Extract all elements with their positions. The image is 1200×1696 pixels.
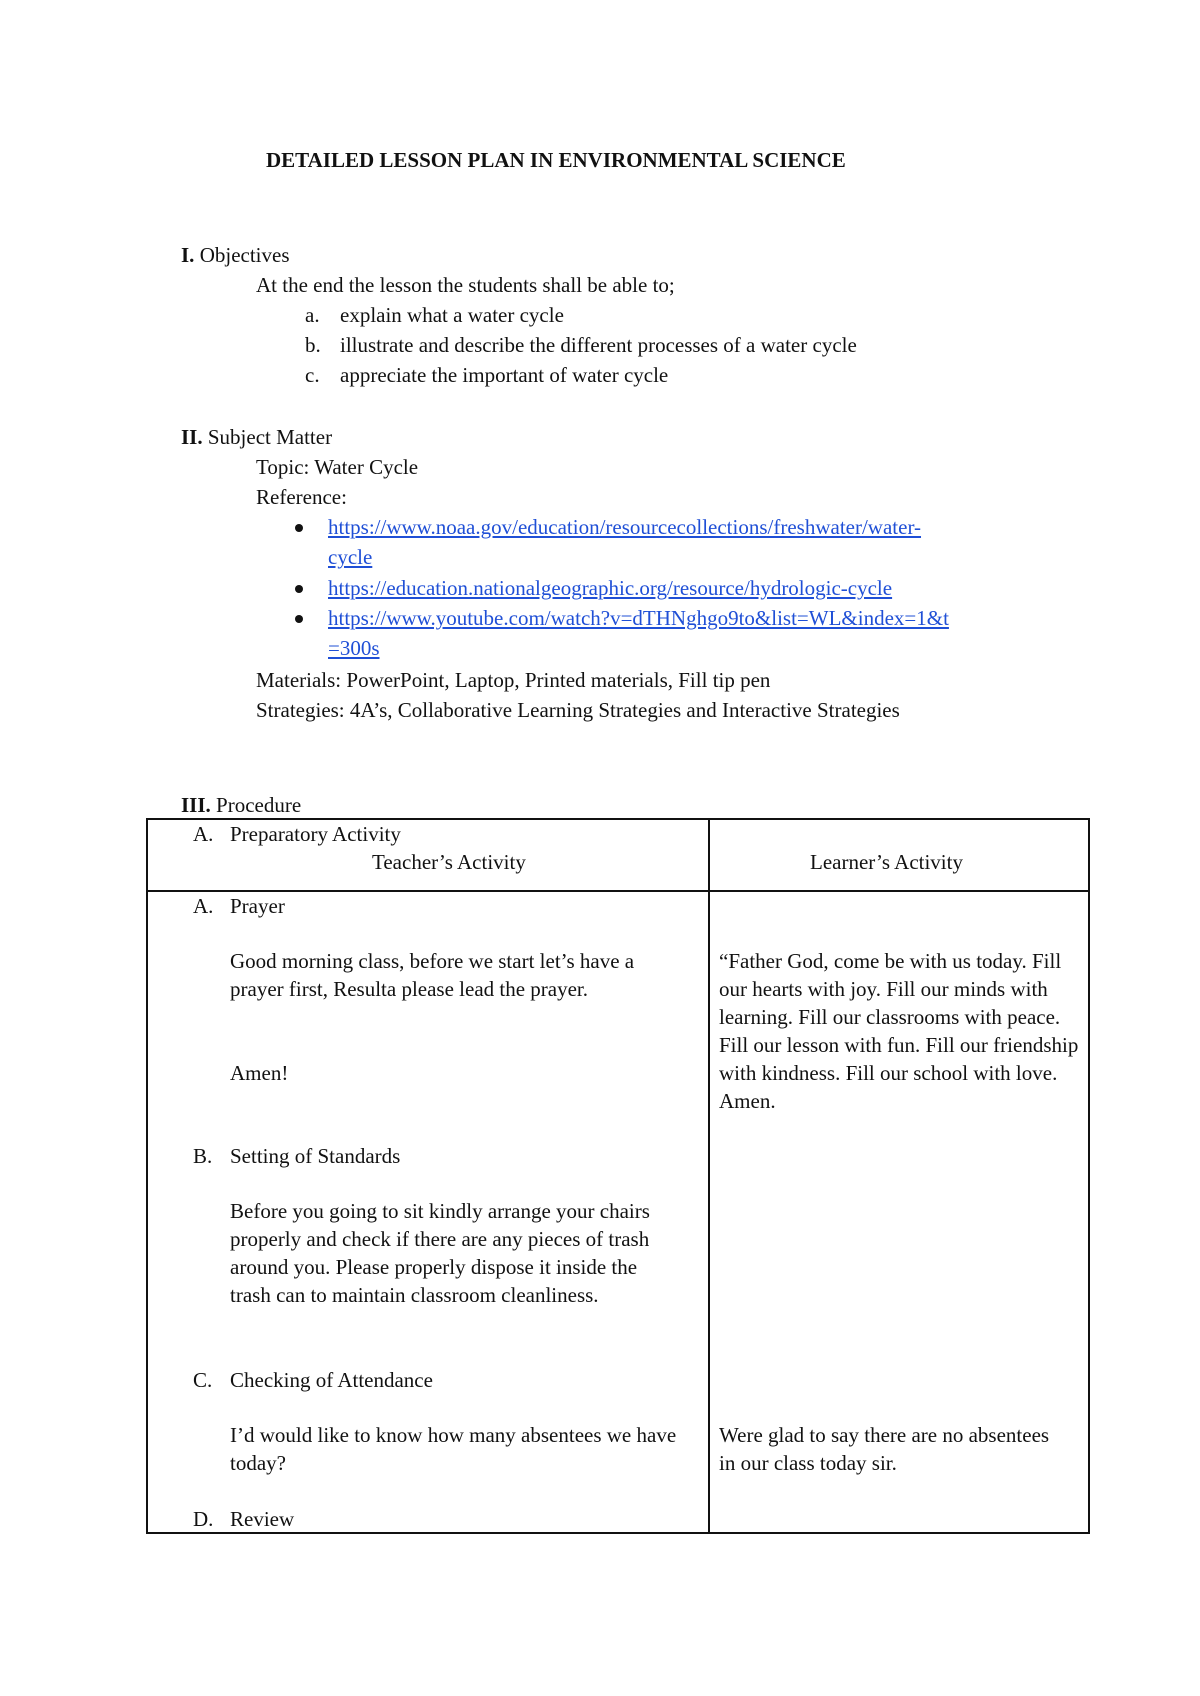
section-label: Subject Matter	[207, 425, 333, 449]
section-subject-matter-heading	[181, 427, 332, 448]
reference-link[interactable]: https://education.nationalgeographic.org/resource/hydrologic-cycle	[328, 576, 893, 600]
step-label: Review	[230, 1507, 295, 1531]
preparatory-activity-label: Preparatory Activity	[230, 822, 401, 846]
step-letter: A.	[193, 894, 214, 918]
teacher-attendance-question: I’d would like to know how many absentees we have today?	[230, 1423, 677, 1475]
objective-letter: a.	[305, 303, 320, 327]
reference-label: Reference:	[256, 485, 347, 509]
reference-link[interactable]: https://www.youtube.com/watch?v=dTHNghgo9to&list=WL&index=1&t	[328, 606, 949, 630]
strategies-line: Strategies: 4A’s, Collaborative Learning Strategies and Interactive Strategies	[256, 698, 900, 722]
reference-link[interactable]: https://www.noaa.gov/education/resourcecollections/freshwater/water-	[328, 515, 922, 539]
column-divider	[708, 818, 710, 1534]
bullet-icon	[295, 615, 303, 623]
step-letter: C.	[193, 1368, 213, 1392]
objective-item: appreciate the important of water cycle	[340, 363, 669, 387]
section-objectives-heading	[181, 245, 290, 266]
page-title: DETAILED LESSON PLAN IN ENVIRONMENTAL SCIENCE	[266, 148, 846, 172]
step-label: Prayer	[230, 894, 285, 918]
materials-line: Materials: PowerPoint, Laptop, Printed materials, Fill tip pen	[256, 668, 771, 692]
objective-item: illustrate and describe the different processes of a water cycle	[340, 333, 857, 357]
step-label: Setting of Standards	[230, 1144, 401, 1168]
teacher-standards-text: Before you going to sit kindly arrange your chairs properly and check if there are any pieces of trash around you. Please properly dispose it inside the trash can to maintain classroom cleanliness.	[230, 1199, 650, 1307]
objective-item: explain what a water cycle	[340, 303, 564, 327]
section-numeral: I.	[181, 243, 195, 267]
objective-letter: b.	[305, 333, 321, 357]
header-divider	[146, 890, 1090, 892]
objectives-intro: At the end the lesson the students shall be able to;	[256, 273, 675, 297]
step-letter: B.	[193, 1144, 213, 1168]
topic-line: Topic: Water Cycle	[256, 455, 419, 479]
learner-attendance-answer: Were glad to say there are no absentees in our class today sir.	[719, 1423, 1050, 1475]
bullet-icon	[295, 585, 303, 593]
reference-link-continuation[interactable]: =300s	[328, 636, 380, 660]
section-procedure-heading	[181, 795, 301, 816]
section-numeral: II.	[181, 425, 203, 449]
learner-prayer-text: “Father God, come be with us today. Fill our hearts with joy. Fill our minds with learning. Fill our classrooms with peace. Fill our lesson with fun. Fill our friendship with kindness. Fill our school with love. Amen.	[719, 949, 1079, 1113]
bullet-icon	[295, 524, 303, 532]
teacher-activity-header: Teacher’s Activity	[372, 850, 526, 874]
teacher-prayer-request: Good morning class, before we start let’s have a prayer first, Resulta please lead the prayer.	[230, 949, 635, 1001]
learner-activity-header: Learner’s Activity	[810, 850, 963, 874]
objective-letter: c.	[305, 363, 320, 387]
section-label: Objectives	[199, 243, 290, 267]
step-label: Checking of Attendance	[230, 1368, 433, 1392]
preparatory-letter: A.	[193, 822, 214, 846]
teacher-amen: Amen!	[230, 1061, 289, 1085]
step-letter: D.	[193, 1507, 214, 1531]
reference-link-continuation[interactable]: cycle	[328, 545, 373, 569]
section-label: Procedure	[216, 793, 302, 817]
section-numeral: III.	[181, 793, 211, 817]
